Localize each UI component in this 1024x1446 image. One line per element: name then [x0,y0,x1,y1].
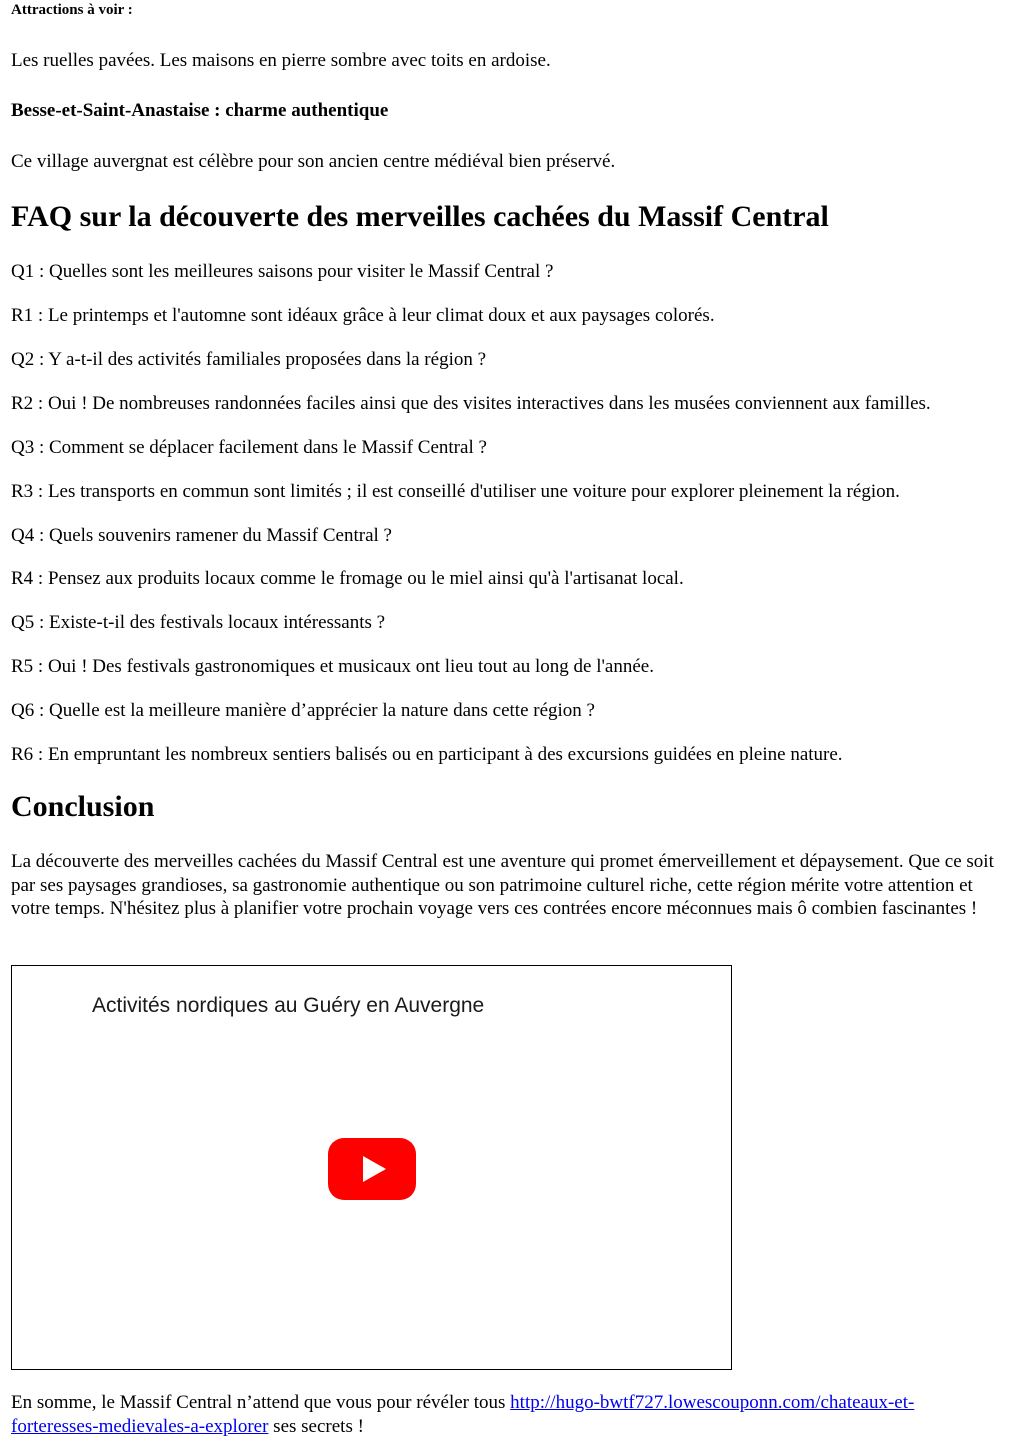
faq-item: Q3 : Comment se déplacer facilement dans le Massif Central ? [11,437,487,458]
besse-text: Ce village auvergnat est célèbre pour son ancien centre médiéval bien préservé. [11,151,616,172]
video-title[interactable]: Activités nordiques au Guéry en Auvergne [92,994,485,1017]
conclusion-title: Conclusion [11,790,155,823]
attractions-text: Les ruelles pavées. Les maisons en pierre sombre avec toits en ardoise. [11,50,551,71]
besse-heading: Besse-et-Saint-Anastaise : charme authentique [11,100,389,121]
footer-paragraph [11,1391,1001,1438]
faq-item: Q4 : Quels souvenirs ramener du Massif Central ? [11,525,392,546]
faq-item: R1 : Le printemps et l'automne sont idéaux grâce à leur climat doux et aux paysages colorés. [11,305,715,326]
youtube-play-icon [328,1138,416,1200]
conclusion-text: La découverte des merveilles cachées du Massif Central est une aventure qui promet émerveillement et dépaysement. Que ce soit par ses paysages grandioses, sa gastronomie authentique ou son patrimoine culturel riche, cette région mérite votre attention et votre temps. N'hésitez plus à planifier votre prochain voyage vers ces contrées encore méconnues mais ô combien fascinantes ! [11,851,994,919]
faq-item: Q6 : Quelle est la meilleure manière d’apprécier la nature dans cette région ? [11,700,595,721]
faq-item: R3 : Les transports en commun sont limités ; il est conseillé d'utiliser une voiture pour explorer pleinement la région. [11,481,900,502]
article-link[interactable]: http://hugo-bwtf727.lowescouponn.com/chateaux-et-forteresses-medievales-a-explorer [11,1392,915,1437]
faq-item: Q5 : Existe-t-il des festivals locaux intéressants ? [11,612,386,633]
faq-item: R4 : Pensez aux produits locaux comme le fromage ou le miel ainsi qu'à l'artisanat local. [11,568,684,589]
faq-item: Q2 : Y a-t-il des activités familiales proposées dans la région ? [11,349,487,370]
youtube-video-embed[interactable] [11,965,732,1370]
attractions-heading: Attractions à voir : [11,2,133,18]
faq-title: FAQ sur la découverte des merveilles cachées du Massif Central [11,200,829,233]
play-button[interactable] [328,1138,416,1200]
faq-item: R6 : En empruntant les nombreux sentiers balisés ou en participant à des excursions guidées en pleine nature. [11,744,843,765]
footer-text-after-link: ses secrets ! [268,1415,364,1437]
footer-text-before-link: En somme, le Massif Central n’attend que vous pour révéler tous [11,1392,511,1413]
faq-item: R5 : Oui ! Des festivals gastronomiques et musicaux ont lieu tout au long de l'année. [11,656,654,677]
faq-item: Q1 : Quelles sont les meilleures saisons pour visiter le Massif Central ? [11,261,554,282]
faq-item: R2 : Oui ! De nombreuses randonnées faciles ainsi que des visites interactives dans les musées conviennent aux familles. [11,393,931,414]
